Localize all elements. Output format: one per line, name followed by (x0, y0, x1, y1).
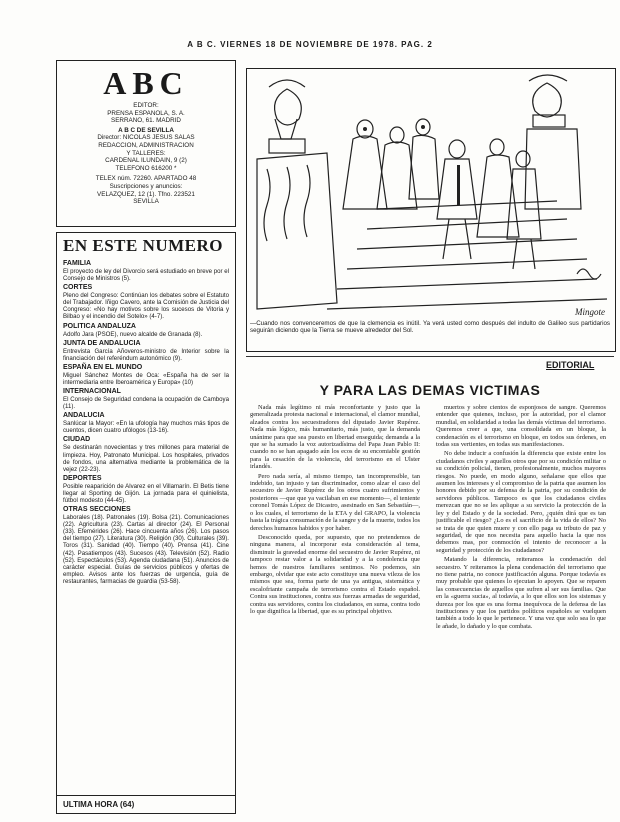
masthead-line: SEVILLA (133, 198, 159, 206)
section-heading: ANDALUCIA (63, 412, 105, 420)
paragraph: muertos y sobre cientos de esponjosos de sangre. Queremos entender que quienes, incluso, por la autoridad, por el clamor mundial, en solidaridad a todas las demás víctimas del terrorismo. Queremos creer a que, una consolidada en un bloque, la condenación es el terrorismo en bloque, en todos sus órdenes, en todas sus vertientes, en todas sus manifestaciones. (436, 404, 606, 449)
paragraph: Desconocido queda, por supuesto, que no pretendemos de ninguna manera, al incorporar esta consideración al tema, disminuir la gravedad enorme del secuestro de Javier Rupérez, ni tampoco restar valor a la solidaridad y a la condolencia que hemos de nuestros familiares sentimos. No podemos, sin embargo, olvidar que este acto constituye una nueva vileza de los mismos que sea, forma parte de una ya antigua, sistemática y escalofriante campaña de terrorismo contra el Estado español. Contra sus instituciones, contra sus fuerzas armadas de seguridad, contra sus servidores, contra los ciudadanos, en suma, contra todo lo que dignifica la libertad, que es su principal objetivo. (250, 533, 420, 615)
section-body: Entrevista García Añoveros-ministro de Interior sobre la financiación del referéndum autonómico (9). (63, 347, 229, 362)
section-heading: FAMILIA (63, 260, 91, 267)
divider (246, 356, 614, 357)
masthead-line: SERRANO, 61. MADRID (111, 117, 181, 125)
section-heading: INTERNACIONAL (63, 388, 121, 396)
contents-section (57, 260, 235, 282)
contents-section (57, 506, 235, 585)
section-body: El Consejo de Seguridad condena la ocupación de Camboya (11). (63, 396, 229, 411)
editorial-column-1 (250, 404, 420, 809)
masthead-line: TELEFONO 616200 * (115, 164, 177, 172)
paragraph: Pero nada sería, al mismo tiempo, tan incomprensible, tan indebido, tan injusto y tan discriminador, como alzar el caso del secuestro de Javier Rupérez de los otros cuatro sufrimientos y posteriores —que que ya vacilaban en ese momento—, el teniente coronel Tomás López de Dicastro, asesinado en San Sebastián—, o los cuales, el terrorismo de la ETA y del GRAPO, la violencia hasta la trágica consumación de la sangre y de la muerte, todos los derechos humanos habidos y por haber. (250, 472, 420, 532)
masthead-line: PRENSA ESPAÑOLA, S. A. (107, 109, 185, 117)
cartoon-drawing (247, 69, 615, 319)
contents-section (57, 388, 235, 410)
paragraph: No debe inducir a confusión la diferencia que existe entre los ciudadanos civiles y aquellos otros que por su condición militar o su condición policial, tienen, profesionalmente, muchos mayores riesgos. No puede, en modo alguno, señalarse que ellos que asumen los intereses y el compromiso de la patria que asumen los honores debido por su defensa de la patria, por su condición de servidores públicos. Tampoco es que los ciudadanos civiles merezcan que no se les aplique a su servicio la protección de la ley y del Estado y de la sociedad. Pero, ¿quién dirá que es tan justificable el riesgo? ¿Lo es el sacrificio de la vida de ellos? No se trata de que quien muere y con ello paga su tributo de paz y seguridad, de que nos necesita para aquello hacia la que nos debemos mas, por conmoción el intento de reconocer a la seguridad y protección de los ciudadanos? (436, 450, 606, 554)
contents-section (57, 475, 235, 504)
section-heading: POLITICA ANDALUZA (63, 322, 136, 330)
page-header: A B C. VIERNES 18 DE NOVIEMBRE DE 1978. PAG. 2 (187, 40, 433, 49)
ultima-hora-label: ULTIMA HORA (64) (57, 795, 235, 813)
masthead (56, 60, 236, 227)
masthead-line: TELEX núm. 72260. APARTADO 48 (95, 175, 197, 183)
paragraph: Nada más legítimo ni más reconfortante y justo que la generalizada protesta nacional e internacional, el clamor mundial, alzados contra los secuestradores del diputado Javier Rupérez. Nada más lógico, más humanitario, más justo, que la demanda unánime para que sea puesto en libertad enseguida; demanda a la que se ha sumado la voz autorizadísima del Papa Juan Pablo II: cuando no se han apagado aún los ecos de su encomiable gestión para la cesación de la violencia, del terrorismo en el Ulster irlandés. (250, 404, 420, 471)
masthead-line: VELAZQUEZ, 12 (1). Tfno. 223521 (97, 190, 195, 198)
masthead-line: EDITOR: (133, 102, 159, 109)
contents-section (57, 436, 235, 472)
contents-section (57, 412, 235, 434)
masthead-line: CARDENAL ILUNDAIN, 9 (2) (105, 157, 187, 165)
section-body: Posible reaparición de Alvarez en el Villamarín. El Betis tiene llegar al Sporting de Gijón. La jornada para el quinielista, fútbol modesto (44-45). (63, 482, 229, 504)
masthead-line: REDACCION, ADMINISTRACION (98, 141, 194, 149)
section-heading: JUNTA DE ANDALUCIA (63, 339, 141, 347)
section-body: El proyecto de ley del Divorcio será estudiado en breve por el Consejo de Ministros (5). (63, 268, 229, 283)
section-body: Adolfo Jara (PSOE), nuevo alcalde de Granada (8). (63, 330, 203, 338)
section-heading: DEPORTES (63, 474, 102, 482)
section-body: Miguel Sánchez Montes de Oca: «España ha de ser la intermediaria entre Iberoamérica y Europa» (10) (63, 371, 229, 386)
section-heading: CORTES (63, 284, 93, 292)
editorial-label: EDITORIAL (546, 360, 595, 370)
contents-box (56, 232, 236, 814)
section-heading: CIUDAD (63, 436, 91, 444)
section-body: Pleno del Congreso: Continúan los debates sobre el Estatuto del Trabajador. Iñigo Cavero, ante la Comisión de Justicia del Congreso: «No hay motivos sobre los sucesos de Vitoria y Bilbao y el incendio del Sotelo» (4-7). (63, 292, 229, 321)
paragraph: Matando la diferencia, reiteramos la condenación del secuestro. Y reiteramos la plena condenación del terrorismo que no tiene patria, no conoce justificación alguna. Porque todavía es muy probable que quienes lo ejecutan lo apoyen. Que se reparen las consecuencias de aquellos que sufren al ser sus familias. Que en la «guerra sucia», al todavía, a lo que ellos son los sistemas y dureza por los que es una forma inequívoca de la defensa de las instituciones y que los partidos políticos españoles se vuelquen también a todo lo que le pertenece. Y una vez que solo sea lo que le añade, lo dañado y lo que combata. (436, 556, 606, 630)
cartoon-signature: Mingote (575, 307, 605, 317)
section-heading: ESPAÑA EN EL MUNDO (63, 363, 143, 371)
section-body: Sanlúcar la Mayor: «En la ufología hay muchos más tipos de cuentos, dicen cuatro ufólogos (13-16). (63, 420, 229, 435)
section-heading: OTRAS SECCIONES (63, 506, 131, 514)
masthead-line: A B C DE SEVILLA (118, 126, 174, 134)
masthead-line: Suscripciones y anuncios: (109, 182, 183, 190)
cartoon-caption: —Cuando nos convenceremos de que la clemencia es inútil. Ya verá usted como después del indulto de Galileo sus partidarios seguirán diciendo que la Tierra se mueve alrededor del Sol. (250, 320, 610, 335)
abc-logo: ABC (103, 65, 189, 101)
cartoon-illustration (246, 68, 616, 352)
contents-section (57, 323, 235, 338)
editorial-headline: Y PARA LAS DEMAS VICTIMAS (319, 382, 541, 398)
contents-section (57, 364, 235, 386)
masthead-line: Director: NICOLAS JESUS SALAS (97, 134, 195, 142)
contents-section (57, 284, 235, 320)
contents-section (57, 340, 235, 362)
masthead-line: Y TALLERES: (126, 149, 166, 157)
section-body: Laborales (18). Patronales (19). Bolsa (21). Comunicaciones (22). Agricultura (23). Cartas al director (24). El Personal (33). Efemérides (26). Hace cincuenta años (26). Los pasos del tiempo (27). Literatura (30). Religión (30). Culturales (39). Toros (31). Sanidad (40). Tiempo (40). Prensa (41). Cine (42). Pasatiempos (43). Sucesos (43). Televisión (52). Radio (52). Espectáculos (53). Agenda ciudadana (51). Anuncios de carácter especial. Guías de servicios públicos y ofertas de empleo. Avisos ante los fuerzas de urgencia, guía de restaurantes, farmacias de guardia (53-58). (63, 514, 229, 585)
editorial-column-2 (436, 404, 606, 809)
section-body: Se destinarán novecientas y tres millones para material de limpieza. Hoy, Patronato Municipal. Los hospitales, privados de fondos, una alternativa mediante la problemática de la vejez (22-23). (63, 444, 229, 473)
contents-title: EN ESTE NUMERO (63, 236, 224, 255)
